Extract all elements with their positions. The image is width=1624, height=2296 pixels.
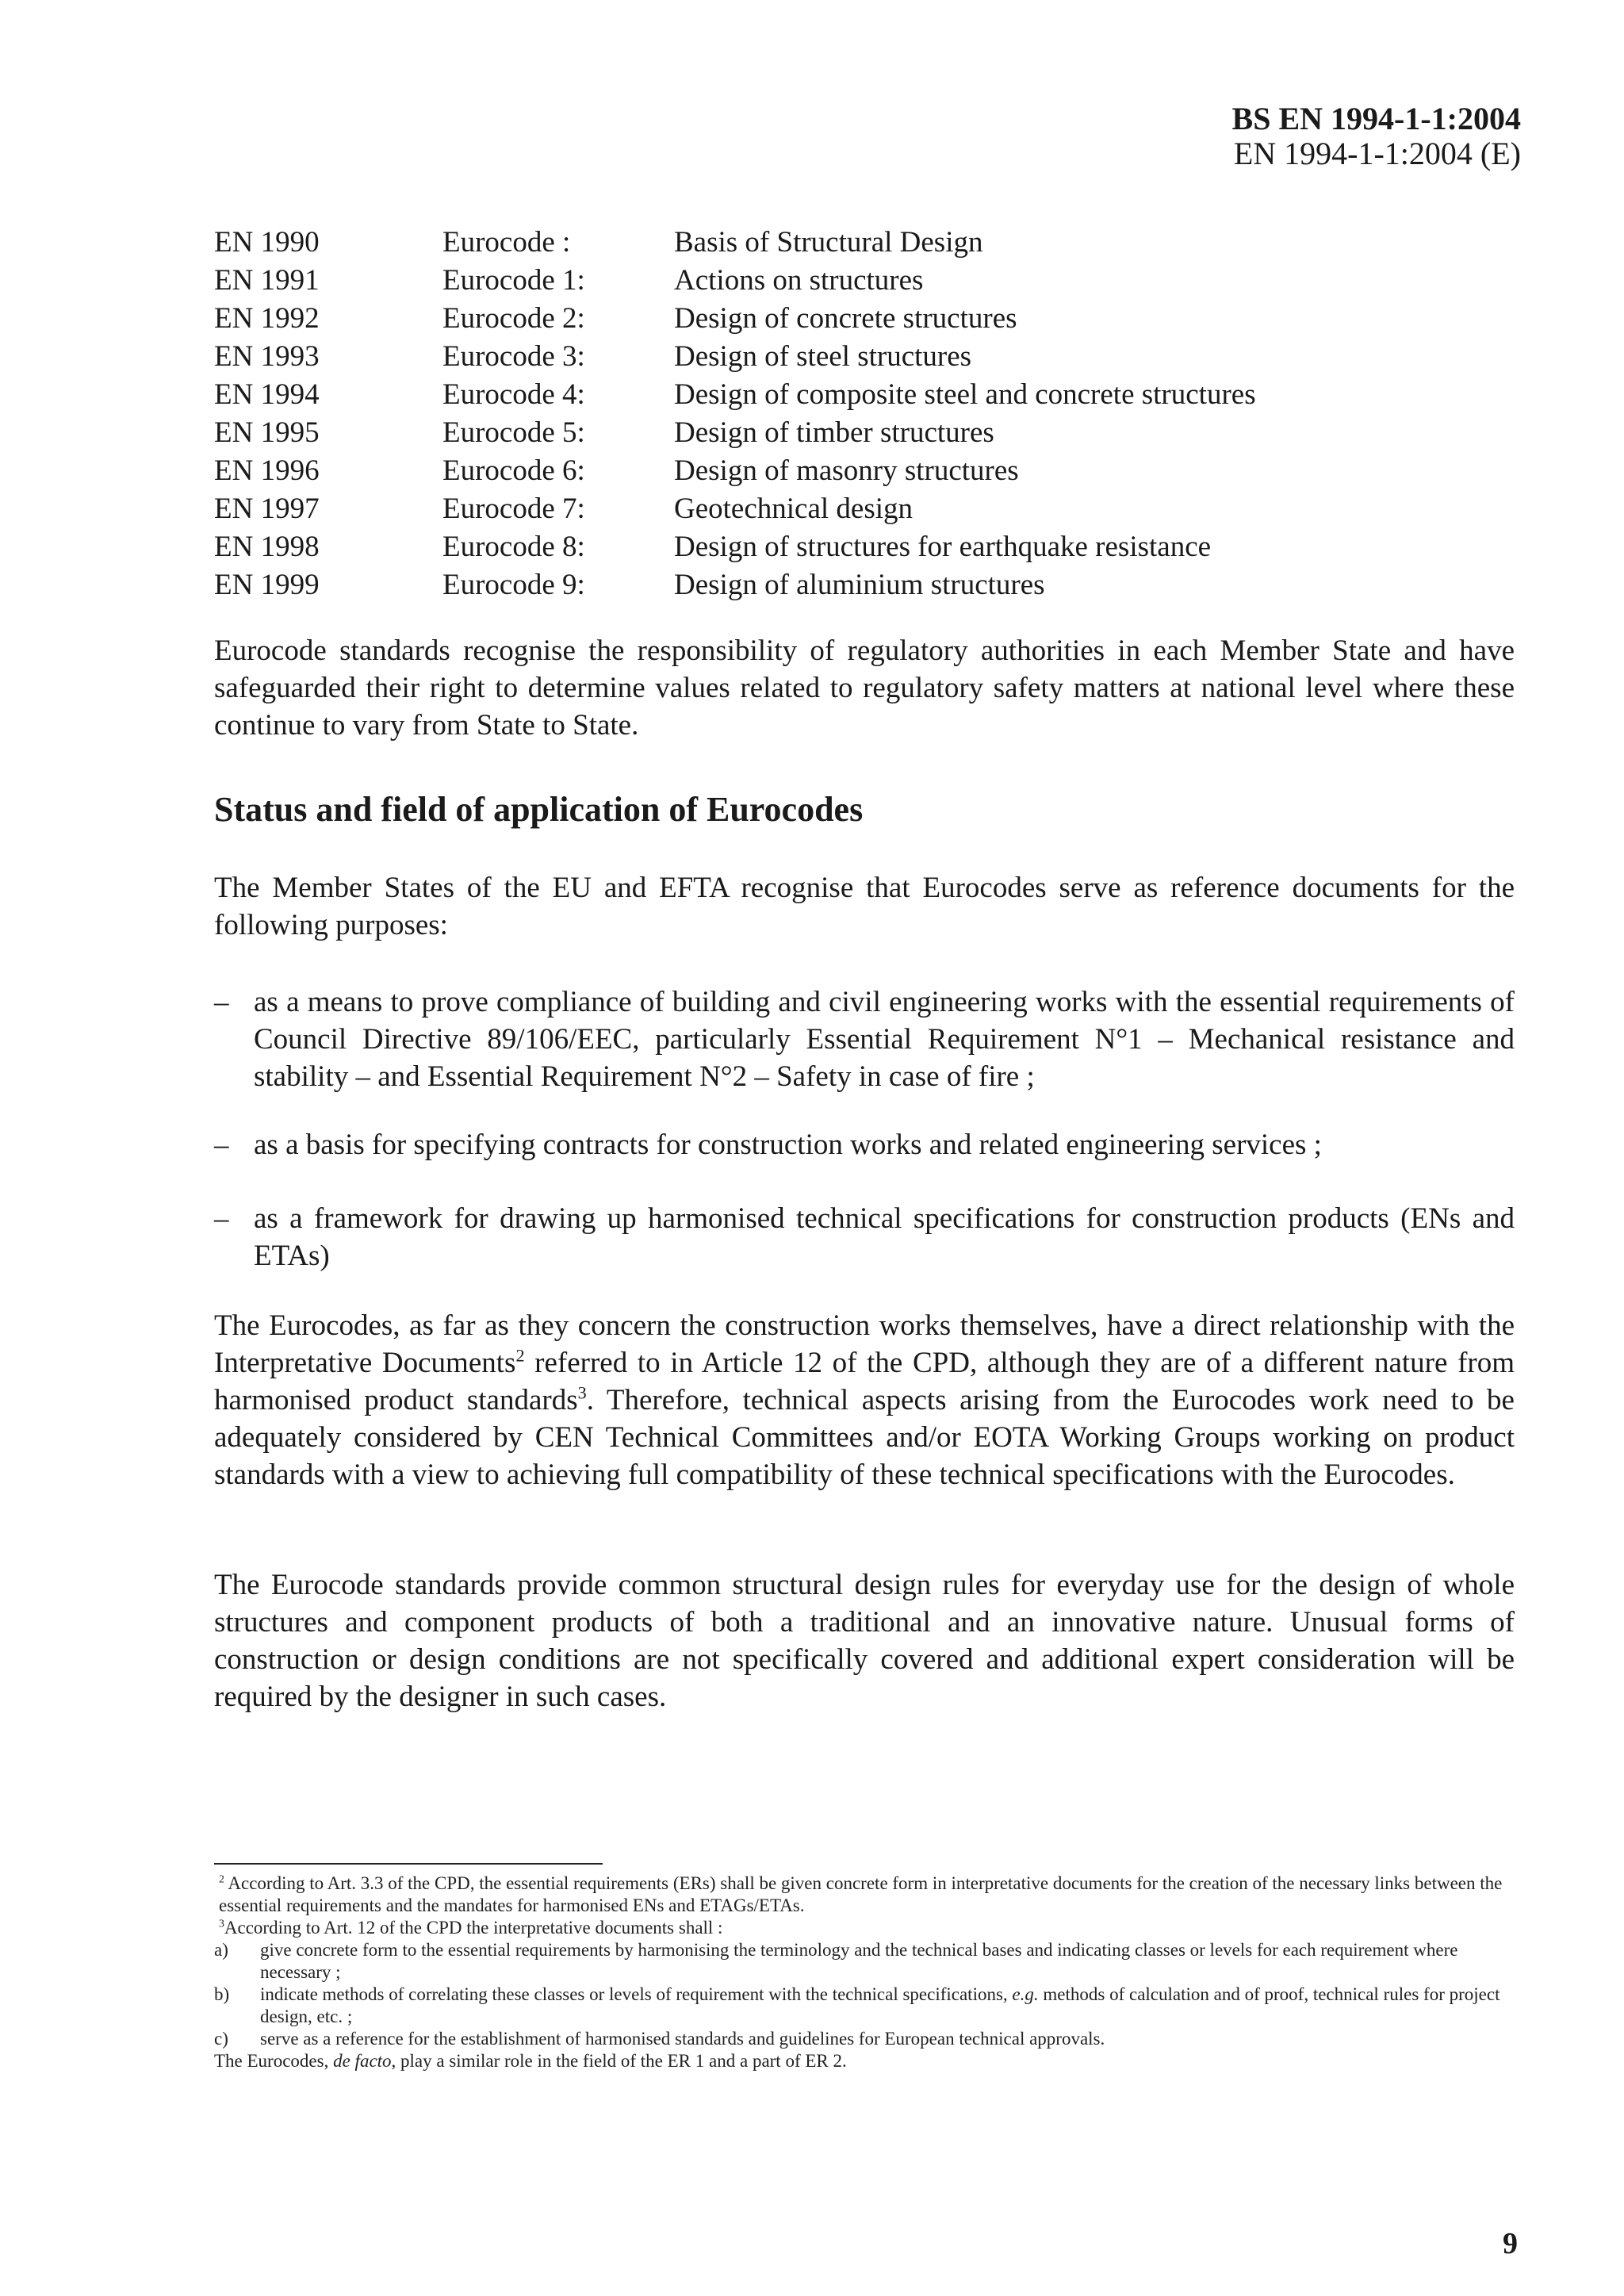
eurocode-title: Geotechnical design bbox=[674, 493, 914, 525]
footnotes bbox=[214, 1872, 1515, 2072]
eurocode-label: Eurocode 1: bbox=[442, 264, 585, 297]
page-number: 9 bbox=[1503, 2227, 1518, 2260]
eurocode-title: Design of composite steel and concrete structures bbox=[674, 378, 1256, 411]
eurocode-number: EN 1996 bbox=[214, 454, 320, 487]
footnote-closing-text: , play a similar role in the field of the ER 1 and a part of ER 2. bbox=[391, 2051, 847, 2071]
paragraph-text: . Therefore, technical aspects arising from the Eurocodes work need to be adequately considered by CEN Technical Committees and/or EOTA Working Groups working on product standards with a view to achieving full compatibility of these technical specifications with the Eurocodes. bbox=[214, 1384, 1515, 1491]
dash-bullet: – bbox=[214, 1202, 229, 1235]
footnote-item-label: a) bbox=[214, 1940, 228, 1960]
footnote-separator bbox=[214, 1863, 603, 1865]
footnote-2 bbox=[219, 1872, 1515, 1917]
eurocode-number: EN 1995 bbox=[214, 416, 320, 449]
eurocode-label: Eurocode : bbox=[442, 226, 571, 259]
section-heading: Status and field of application of Eurocodes bbox=[214, 790, 864, 829]
eurocode-title: Design of structures for earthquake resistance bbox=[674, 531, 1212, 563]
footnote-item-text: serve as a reference for the establishment of harmonised standards and guidelines for European technical approvals. bbox=[260, 2029, 1105, 2049]
eurocode-label: Eurocode 9: bbox=[442, 569, 585, 601]
responsibility-paragraph: Eurocode standards recognise the responsibility of regulatory authorities in each Member State and have safeguarded their right to determine values related to regulatory safety matters at national level where these continue to vary from State to State. bbox=[214, 634, 1515, 742]
standard-code-en: EN 1994-1-1:2004 (E) bbox=[1233, 136, 1521, 171]
footnote-mark: 2 bbox=[219, 1872, 224, 1885]
footnote-mark: 3 bbox=[219, 1917, 224, 1930]
purposes-intro-paragraph: The Member States of the EU and EFTA recognise that Eurocodes serve as reference documents for the following purposes: bbox=[214, 872, 1515, 941]
eurocode-title: Design of steel structures bbox=[674, 340, 972, 373]
eurocode-label: Eurocode 3: bbox=[442, 340, 585, 373]
footnote-closing-text: The Eurocodes, bbox=[214, 2051, 334, 2071]
standard-code-bs: BS EN 1994-1-1:2004 bbox=[1231, 101, 1521, 136]
footnote-item-text bbox=[260, 1984, 1515, 2028]
footnote-ref: 3 bbox=[577, 1382, 587, 1403]
eurocode-number: EN 1997 bbox=[214, 493, 320, 525]
eurocode-number: EN 1998 bbox=[214, 531, 320, 563]
eurocode-number: EN 1991 bbox=[214, 264, 320, 297]
relationship-paragraph bbox=[214, 1307, 1515, 1493]
eurocode-label: Eurocode 4: bbox=[442, 378, 585, 411]
eurocode-title: Basis of Structural Design bbox=[674, 226, 983, 259]
footnote-item-text-part: indicate methods of correlating these classes or levels of requirement with the technical specifications, bbox=[260, 1984, 1013, 2004]
document-header bbox=[1232, 102, 1521, 171]
eurocode-number: EN 1990 bbox=[214, 226, 320, 259]
footnote-item-text-italic: e.g. bbox=[1012, 1984, 1039, 2004]
eurocode-title: Design of aluminium structures bbox=[674, 569, 1045, 601]
footnote-item-label: c) bbox=[214, 2029, 228, 2049]
paragraph-text: referred to in Article 12 of the CPD, although they are of a different nature from harmonised product standards bbox=[214, 1347, 1515, 1416]
footnote-item bbox=[214, 2028, 1515, 2050]
footnote-closing bbox=[214, 2050, 1515, 2072]
dash-bullet: – bbox=[214, 986, 229, 1018]
eurocode-label: Eurocode 7: bbox=[442, 493, 585, 525]
eurocode-title: Design of concrete structures bbox=[674, 302, 1017, 335]
dash-bullet: – bbox=[214, 1129, 229, 1161]
list-item bbox=[214, 1200, 1515, 1274]
footnote-item bbox=[214, 1984, 1515, 2028]
common-rules-paragraph: The Eurocode standards provide common structural design rules for everyday use for the design of whole structures and component products of both a traditional and an innovative nature. Unusual forms of construction or design conditions are not specifically covered and additional expert consideration will be required by the designer in such cases. bbox=[214, 1569, 1515, 1713]
list-item-text: as a basis for specifying contracts for construction works and related engineering services ; bbox=[254, 1129, 1322, 1161]
footnote-item-label: b) bbox=[214, 1984, 230, 2004]
eurocode-title: Design of timber structures bbox=[674, 416, 994, 449]
footnote-closing-italic: de facto bbox=[333, 2051, 392, 2071]
eurocode-number: EN 1994 bbox=[214, 378, 320, 411]
paragraph-text: The Eurocodes, as far as they concern the construction works themselves, have a direct relationship with the Interpretative Documents bbox=[214, 1309, 1515, 1379]
eurocode-label: Eurocode 5: bbox=[442, 416, 585, 449]
list-item-text: as a means to prove compliance of building and civil engineering works with the essential requirements of Council Directive 89/106/EEC, particularly Essential Requirement N°1 – Mechanical resistance and stability – and Essential Requirement N°2 – Safety in case of fire ; bbox=[254, 986, 1515, 1093]
eurocode-number: EN 1993 bbox=[214, 340, 320, 373]
footnote-item-text: give concrete form to the essential requirements by harmonising the terminology and the technical bases and indicating classes or levels for each requirement where necessary ; bbox=[260, 1940, 1458, 1982]
eurocode-number: EN 1999 bbox=[214, 569, 320, 601]
footnote-text: According to Art. 12 of the CPD the interpretative documents shall : bbox=[224, 1918, 723, 1938]
eurocode-number: EN 1992 bbox=[214, 302, 320, 335]
eurocode-label: Eurocode 2: bbox=[442, 302, 585, 335]
footnote-item-text-part: methods of calculation and of proof, technical rules for project design, etc. ; bbox=[260, 1984, 1500, 2026]
footnote-text: According to Art. 3.3 of the CPD, the essential requirements (ERs) shall be given concrete form in interpretative documents for the creation of the necessary links between the essential requirements and the mandates for harmonised ENs and ETAGs/ETAs. bbox=[219, 1873, 1503, 1915]
eurocode-label: Eurocode 6: bbox=[442, 454, 585, 487]
list-item bbox=[214, 983, 1515, 1095]
list-item-text: as a framework for drawing up harmonised technical specifications for construction products (ENs and ETAs) bbox=[254, 1202, 1515, 1272]
footnote-item bbox=[214, 1939, 1515, 1984]
footnote-ref: 2 bbox=[515, 1345, 525, 1366]
eurocode-title: Actions on structures bbox=[674, 264, 924, 297]
eurocode-label: Eurocode 8: bbox=[442, 531, 585, 563]
eurocode-title: Design of masonry structures bbox=[674, 454, 1019, 487]
footnote-3 bbox=[219, 1917, 1515, 1939]
list-item bbox=[214, 1126, 1515, 1163]
